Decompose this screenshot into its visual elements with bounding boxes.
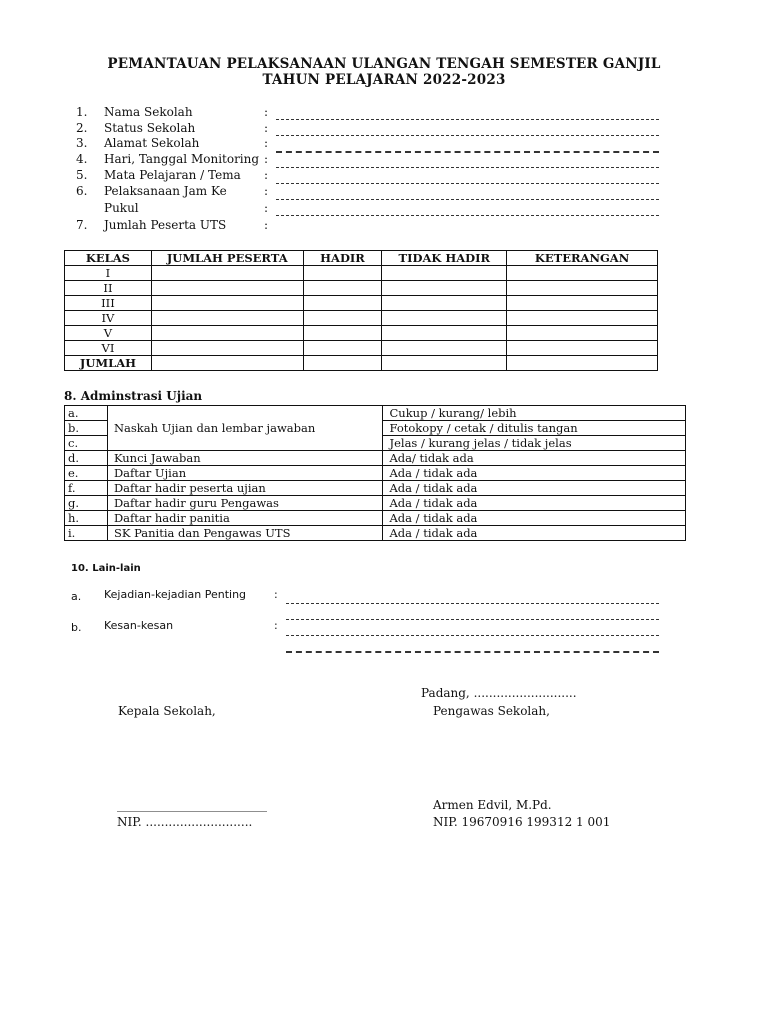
place-date: Padang, ........................... xyxy=(421,686,577,700)
row-item: Daftar hadir peserta ujian xyxy=(107,481,383,496)
row-letter: a. xyxy=(65,406,108,421)
cell-input[interactable] xyxy=(382,266,507,281)
table-total-row xyxy=(65,356,658,371)
table-row xyxy=(65,296,658,311)
header-hadir: HADIR xyxy=(303,251,382,266)
cell-input[interactable] xyxy=(382,311,507,326)
fill-line[interactable] xyxy=(286,619,659,620)
lain-colon: : xyxy=(274,619,278,632)
cell-input[interactable] xyxy=(303,341,382,356)
table-row xyxy=(65,496,686,511)
info-label-pukul: Pukul xyxy=(104,201,139,215)
kelas-cell: V xyxy=(65,326,152,341)
info-num-5: 5. xyxy=(76,168,88,182)
kelas-cell: VI xyxy=(65,341,152,356)
cell-input[interactable] xyxy=(507,296,658,311)
info-label-nama-sekolah: Nama Sekolah xyxy=(104,105,193,119)
row-value[interactable]: Ada / tidak ada xyxy=(383,526,686,541)
header-kelas: KELAS xyxy=(65,251,152,266)
info-num-4: 4. xyxy=(76,152,88,166)
fill-line xyxy=(276,167,659,168)
info-label-mata-pelajaran: Mata Pelajaran / Tema xyxy=(104,168,241,182)
row-letter: g. xyxy=(65,496,108,511)
table-row xyxy=(65,481,686,496)
table-row xyxy=(65,466,686,481)
table-row xyxy=(65,451,686,466)
right-nip: NIP. 19670916 199312 1 001 xyxy=(433,815,611,829)
cell-input[interactable] xyxy=(507,326,658,341)
row-value[interactable]: Ada / tidak ada xyxy=(383,481,686,496)
row-letter: e. xyxy=(65,466,108,481)
fill-line xyxy=(276,119,659,120)
info-label-alamat-sekolah: Alamat Sekolah xyxy=(104,136,200,150)
info-colon: : xyxy=(264,168,269,182)
table-row xyxy=(65,326,658,341)
row-value[interactable]: Ada / tidak ada xyxy=(383,466,686,481)
admin-table xyxy=(64,405,686,541)
row-letter: c. xyxy=(65,436,108,451)
row-value[interactable]: Ada/ tidak ada xyxy=(383,451,686,466)
table-row xyxy=(65,311,658,326)
row-value[interactable]: Ada / tidak ada xyxy=(383,496,686,511)
cell-input[interactable] xyxy=(151,296,303,311)
info-label-status-sekolah: Status Sekolah xyxy=(104,121,196,135)
cell-input[interactable] xyxy=(382,356,507,371)
info-colon: : xyxy=(264,121,269,135)
fill-line xyxy=(276,135,659,136)
lain-colon: : xyxy=(274,588,278,601)
cell-input[interactable] xyxy=(303,311,382,326)
info-label-jumlah-peserta: Jumlah Peserta UTS xyxy=(104,218,227,232)
cell-input[interactable] xyxy=(151,341,303,356)
info-num-6: 6. xyxy=(76,184,88,198)
row-value[interactable]: Cukup / kurang/ lebih xyxy=(383,406,686,421)
kelas-table xyxy=(64,250,658,371)
cell-input[interactable] xyxy=(382,281,507,296)
lain-letter-b: b. xyxy=(71,621,82,634)
cell-input[interactable] xyxy=(151,311,303,326)
cell-input[interactable] xyxy=(151,266,303,281)
kelas-cell: IV xyxy=(65,311,152,326)
fill-line[interactable] xyxy=(286,651,659,653)
naskah-label: Naskah Ujian dan lembar jawaban xyxy=(107,406,383,451)
row-value[interactable]: Jelas / kurang jelas / tidak jelas xyxy=(383,436,686,451)
header-tidak-hadir: TIDAK HADIR xyxy=(382,251,507,266)
cell-input[interactable] xyxy=(303,266,382,281)
table-row xyxy=(65,281,658,296)
fill-line xyxy=(276,199,659,200)
cell-input[interactable] xyxy=(507,266,658,281)
info-label-hari-tanggal: Hari, Tanggal Monitoring xyxy=(104,152,260,166)
lain-letter-a: a. xyxy=(71,590,82,603)
cell-input[interactable] xyxy=(507,341,658,356)
row-item: Daftar Ujian xyxy=(107,466,383,481)
lain-label-kejadian: Kejadian-kejadian Penting xyxy=(104,588,247,601)
cell-input[interactable] xyxy=(382,341,507,356)
jumlah-label: JUMLAH xyxy=(65,356,152,371)
row-letter: h. xyxy=(65,511,108,526)
document-title-line2: TAHUN PELAJARAN 2022-2023 xyxy=(262,72,506,88)
info-colon: : xyxy=(264,152,269,166)
info-label-jam-ke: Pelaksanaan Jam Ke xyxy=(104,184,227,198)
cell-input[interactable] xyxy=(382,326,507,341)
row-item: Daftar hadir panitia xyxy=(107,511,383,526)
table-row xyxy=(65,341,658,356)
table-row xyxy=(65,266,658,281)
row-item: Kunci Jawaban xyxy=(107,451,383,466)
table-row xyxy=(65,406,686,421)
cell-input[interactable] xyxy=(507,281,658,296)
table-row xyxy=(65,526,686,541)
fill-line[interactable] xyxy=(286,635,659,636)
right-name: Armen Edvil, M.Pd. xyxy=(433,798,552,812)
cell-input[interactable] xyxy=(382,296,507,311)
right-role: Pengawas Sekolah, xyxy=(433,704,550,718)
info-num-3: 3. xyxy=(76,136,88,150)
cell-input[interactable] xyxy=(303,281,382,296)
info-colon: : xyxy=(264,201,269,215)
info-num-1: 1. xyxy=(76,105,88,119)
left-signature-line: _________________________ xyxy=(117,798,267,812)
row-letter: f. xyxy=(65,481,108,496)
cell-input[interactable] xyxy=(507,311,658,326)
info-num-2: 2. xyxy=(76,121,88,135)
left-nip: NIP. ............................ xyxy=(117,815,253,829)
info-num-7: 7. xyxy=(76,218,88,232)
row-value[interactable]: Ada / tidak ada xyxy=(383,511,686,526)
kelas-cell: III xyxy=(65,296,152,311)
fill-line xyxy=(276,183,659,184)
document-title-line1: PEMANTAUAN PELAKSANAAN ULANGAN TENGAH SEMESTER GANJIL xyxy=(107,56,661,72)
left-role: Kepala Sekolah, xyxy=(118,704,216,718)
cell-input[interactable] xyxy=(151,326,303,341)
info-colon: : xyxy=(264,184,269,198)
cell-input[interactable] xyxy=(507,356,658,371)
fill-line xyxy=(276,215,659,216)
row-letter: d. xyxy=(65,451,108,466)
row-letter: b. xyxy=(65,421,108,436)
cell-input[interactable] xyxy=(151,356,303,371)
row-value[interactable]: Fotokopy / cetak / ditulis tangan xyxy=(383,421,686,436)
fill-line[interactable] xyxy=(286,603,659,604)
table-header-row xyxy=(65,251,658,266)
admin-section-title: 8. Adminstrasi Ujian xyxy=(64,389,203,403)
cell-input[interactable] xyxy=(151,281,303,296)
cell-input[interactable] xyxy=(303,356,382,371)
lain-section-title: 10. Lain-lain xyxy=(71,563,141,574)
cell-input[interactable] xyxy=(303,296,382,311)
table-row xyxy=(65,511,686,526)
cell-input[interactable] xyxy=(303,326,382,341)
info-colon: : xyxy=(264,105,269,119)
info-colon: : xyxy=(264,218,269,232)
kelas-cell: I xyxy=(65,266,152,281)
header-keterangan: KETERANGAN xyxy=(507,251,658,266)
row-item: SK Panitia dan Pengawas UTS xyxy=(107,526,383,541)
info-colon: : xyxy=(264,136,269,150)
lain-label-kesan: Kesan-kesan xyxy=(104,619,174,632)
kelas-cell: II xyxy=(65,281,152,296)
header-jumlah-peserta: JUMLAH PESERTA xyxy=(151,251,303,266)
row-letter: i. xyxy=(65,526,108,541)
fill-line xyxy=(276,151,659,153)
row-item: Daftar hadir guru Pengawas xyxy=(107,496,383,511)
